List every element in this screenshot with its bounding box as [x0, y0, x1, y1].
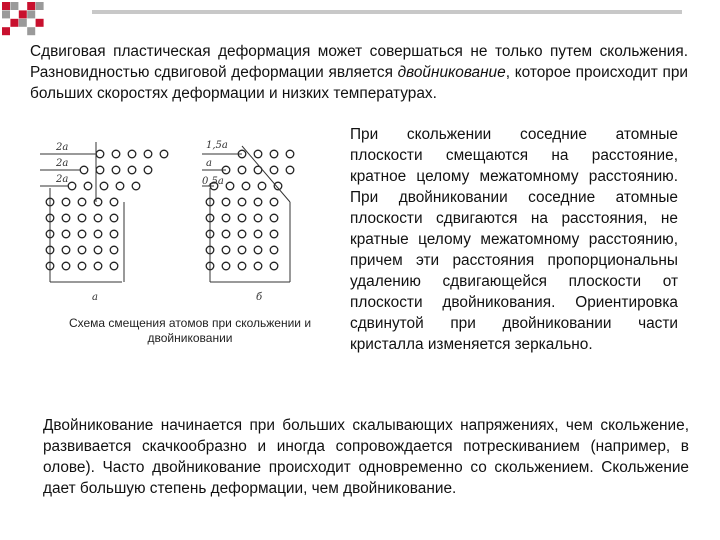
dim-label-left-3: 2a: [56, 174, 69, 185]
atom-circle: [94, 214, 102, 222]
atom-circle: [110, 198, 118, 206]
atom-circle: [222, 246, 230, 254]
atom-circle: [62, 246, 70, 254]
atom-circle: [222, 262, 230, 270]
atom-circle: [94, 262, 102, 270]
atom-circle: [242, 182, 250, 190]
atom-circle: [128, 150, 136, 158]
panel-label-a: a: [92, 292, 98, 303]
atom-circle: [270, 246, 278, 254]
atom-circle: [270, 262, 278, 270]
dim-label-right-3: 0,5a: [202, 176, 224, 187]
atom-circle: [110, 214, 118, 222]
atom-circle: [84, 182, 92, 190]
atom-circle: [238, 166, 246, 174]
atom-circle: [78, 230, 86, 238]
dim-label-left-2: 2a: [56, 158, 69, 169]
atom-circle: [254, 246, 262, 254]
slip-vs-twinning-paragraph: При скольжении соседние атомные плоскости смещаются на расстояние, кратное целому межатомному расстоянию. При двойниковании соседние атомные плоскости сдвигаются на расстояния, не кратные целому межатомному расстоянию, причем эти расстояния пропорциональны удалению сдвигающейся плоскости от плоскости двойникования. Ориентировка сдвинутой при двойниковании части кристалла изменяется зеркально.: [350, 126, 678, 353]
atom-circle: [270, 214, 278, 222]
atom-circle: [80, 166, 88, 174]
atom-circle: [78, 198, 86, 206]
twinning-lattice: [206, 150, 294, 270]
atom-circle: [62, 262, 70, 270]
atom-circle: [112, 150, 120, 158]
twin-plane-line: [242, 146, 290, 202]
atom-circle: [286, 150, 294, 158]
deco-square: [2, 27, 10, 35]
deco-square: [2, 2, 10, 10]
atom-circle: [62, 198, 70, 206]
atom-circle: [78, 246, 86, 254]
atom-circle: [68, 182, 76, 190]
atom-circle: [94, 230, 102, 238]
atom-circle: [226, 182, 234, 190]
atom-circle: [270, 166, 278, 174]
atom-circle: [254, 150, 262, 158]
dim-label-right-1: 1,5a: [206, 140, 228, 151]
atom-circle: [222, 230, 230, 238]
intro-paragraph: Сдвиговая пластическая деформация может совершаться не только путем скольжения. Разновидностью сдвиговой деформации является двойникование, которое происходит при больших скоростях деформации и низких температурах.: [30, 43, 689, 102]
deco-square: [36, 19, 44, 27]
atom-circle: [62, 230, 70, 238]
atom-circle: [254, 230, 262, 238]
atom-circle: [144, 166, 152, 174]
atom-circle: [222, 198, 230, 206]
deco-square: [27, 2, 35, 10]
atom-circle: [94, 198, 102, 206]
atom-circle: [96, 150, 104, 158]
atom-circle: [110, 230, 118, 238]
atom-circle: [62, 214, 70, 222]
atom-circle: [110, 246, 118, 254]
atom-circle: [110, 262, 118, 270]
atom-circle: [238, 262, 246, 270]
deco-square: [2, 10, 10, 18]
decorative-corner-pattern: [0, 0, 720, 40]
atom-circle: [144, 150, 152, 158]
atom-circle: [258, 182, 266, 190]
panel-label-b: б: [256, 292, 263, 303]
dim-label-right-2: a: [206, 158, 212, 169]
atom-circle: [238, 230, 246, 238]
atom-circle: [270, 230, 278, 238]
twinning-term: двойникование: [397, 64, 506, 81]
atom-circle: [254, 262, 262, 270]
atom-circle: [94, 246, 102, 254]
atom-circle: [96, 166, 104, 174]
figure-caption: Схема смещения атомов при скольжении и двойниковании: [68, 316, 312, 345]
atom-circle: [254, 214, 262, 222]
deco-square: [19, 10, 27, 18]
atom-circle: [112, 166, 120, 174]
atom-circle: [270, 150, 278, 158]
atom-circle: [100, 182, 108, 190]
atom-circle: [132, 182, 140, 190]
atom-diagram: [36, 132, 336, 312]
atom-circle: [78, 214, 86, 222]
deco-square: [10, 19, 18, 27]
twinning-conditions-paragraph: Двойникование начинается при больших скалывающих напряжениях, чем скольжение, развивается скачкообразно и иногда сопровождается потрескиванием (например, в олове). Часто двойникование происходит одновременно со скольжением. Скольжение дает большую степень деформации, чем двойникование.: [43, 417, 689, 497]
dim-label-left-1: 2a: [56, 142, 69, 153]
deco-square: [27, 27, 35, 35]
atom-circle: [254, 198, 262, 206]
atom-circle: [238, 214, 246, 222]
atom-circle: [270, 198, 278, 206]
deco-square: [10, 2, 18, 10]
top-rule-line: [92, 10, 682, 14]
deco-square: [27, 10, 35, 18]
atom-circle: [160, 150, 168, 158]
atom-displacement-figure: [36, 132, 336, 312]
atom-circle: [222, 214, 230, 222]
atom-circle: [238, 198, 246, 206]
atom-circle: [128, 166, 136, 174]
deco-square: [36, 2, 44, 10]
atom-circle: [286, 166, 294, 174]
atom-circle: [78, 262, 86, 270]
deco-square: [19, 19, 27, 27]
atom-circle: [116, 182, 124, 190]
atom-circle: [238, 246, 246, 254]
